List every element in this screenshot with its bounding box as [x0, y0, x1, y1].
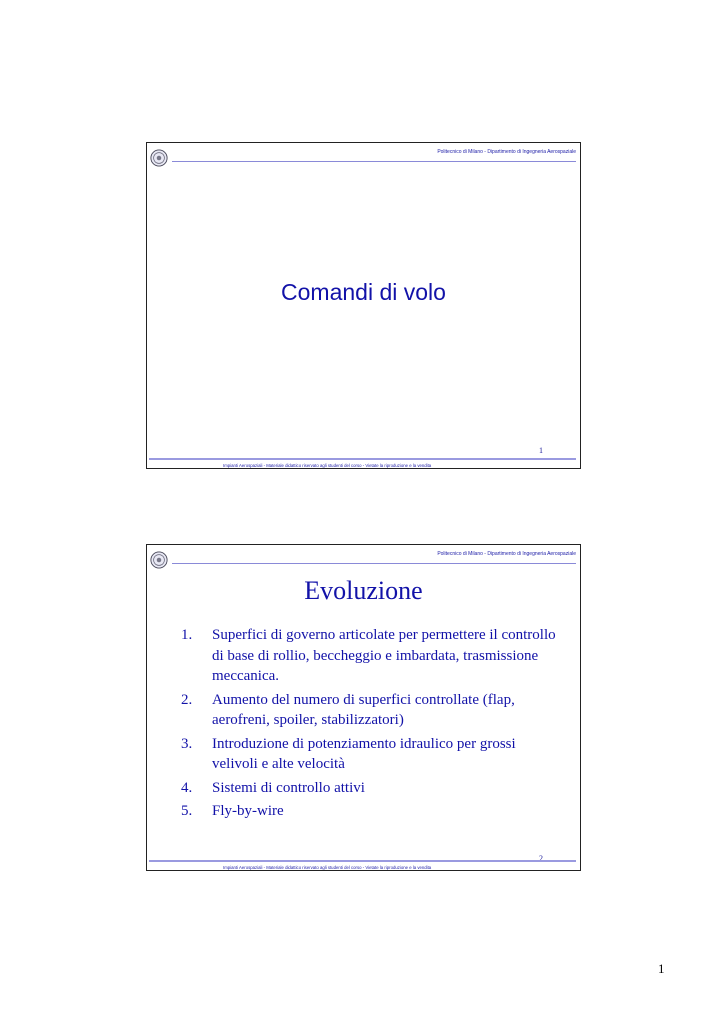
slide-title: Evoluzione	[304, 576, 423, 605]
list-item	[181, 690, 561, 731]
footer-divider	[149, 458, 576, 460]
list-item	[181, 734, 561, 775]
list-item	[181, 625, 561, 687]
list-item-text: Superfici di governo articolate per permettere il controllo di base di rollio, beccheggio e imbardata, trasmissione meccanica.	[212, 627, 556, 684]
header-institution: Politecnico di Milano - Dipartimento di Ingegneria Aerospaziale	[437, 551, 576, 557]
list-item-number: 1.	[181, 627, 193, 643]
university-seal-icon	[150, 149, 168, 167]
list-item-text: Fly-by-wire	[212, 803, 284, 819]
list-item-text: Aumento del numero di superfici controllate (flap, aerofreni, spoiler, stabilizzatori)	[212, 691, 515, 728]
list-item-number: 2.	[181, 691, 193, 708]
footer-notice: Impianti Aerospaziali - Materiale didattico riservato agli studenti del corso - Vietate la riproduzione e la vendita	[223, 463, 432, 468]
list-item	[181, 801, 561, 822]
list-item	[181, 778, 561, 799]
slide-1	[146, 142, 581, 469]
list-item-number: 3.	[181, 735, 193, 752]
list-item-text: Sistemi di controllo attivi	[212, 779, 365, 796]
list-item-number: 5.	[181, 803, 193, 819]
list-item-number: 4.	[181, 779, 193, 796]
slide-title: Comandi di volo	[281, 279, 446, 305]
slide-number: 2	[539, 854, 543, 863]
university-seal-icon	[150, 551, 168, 569]
header-divider	[172, 161, 576, 162]
page-number: 1	[658, 961, 665, 976]
footer-divider	[149, 860, 576, 862]
evolution-list	[181, 625, 561, 825]
slide-2	[146, 544, 581, 871]
slide-number: 1	[539, 446, 543, 455]
header-institution: Politecnico di Milano - Dipartimento di Ingegneria Aerospaziale	[437, 149, 576, 155]
list-item-text: Introduzione di potenziamento idraulico per grossi velivoli e alte velocità	[212, 735, 516, 772]
header-divider	[172, 563, 576, 564]
footer-notice: Impianti Aerospaziali - Materiale didattico riservato agli studenti del corso - Vietate la riproduzione e la vendita	[223, 865, 432, 870]
